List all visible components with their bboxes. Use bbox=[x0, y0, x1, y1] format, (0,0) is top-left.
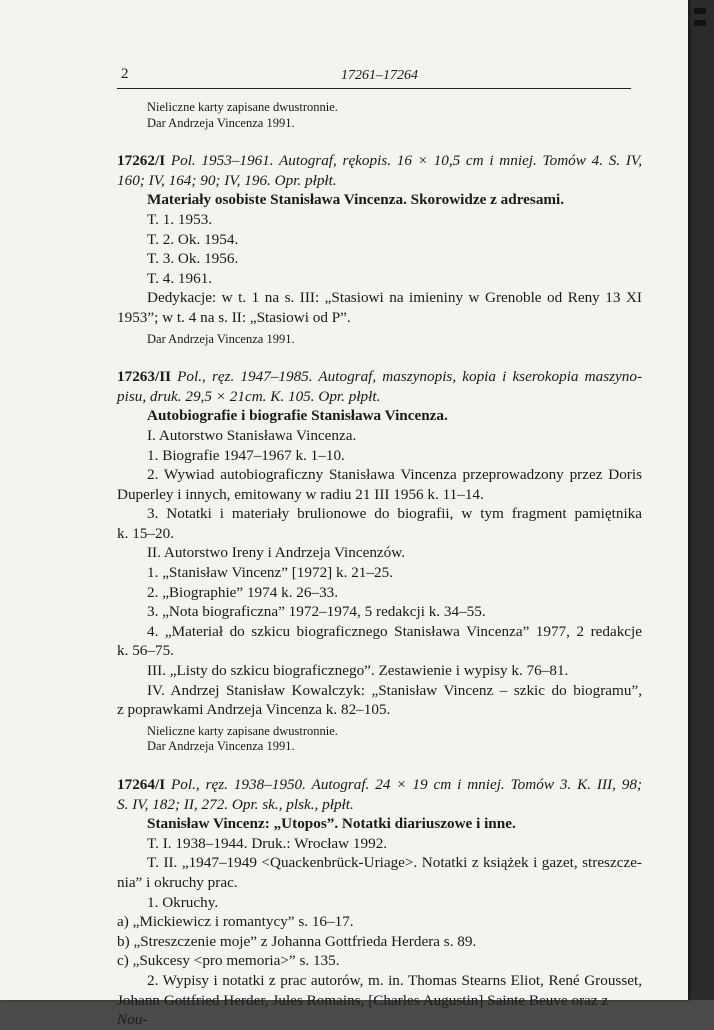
list-item: IV. Andrzej Stanisław Kowalczyk: „Stanisław Vincenz – szkic do biogramu”, bbox=[147, 681, 642, 699]
scanner-edge bbox=[684, 0, 714, 1000]
dedication-line: 1953”; w t. 4 na s. II: „Stasiowi od P”. bbox=[117, 308, 351, 326]
list-item: 1. Biografie 1947–1967 k. 1–10. bbox=[147, 446, 345, 464]
list-item-continuation: k. 56–75. bbox=[117, 642, 174, 660]
list-item: T. I. 1938–1944. Druk.: Wrocław 1992. bbox=[147, 834, 388, 852]
note-line: Nieliczne karty zapisane dwustronnie. bbox=[147, 100, 338, 114]
list-item-continuation: z poprawkami Andrzeja Vincenza k. 82–105. bbox=[117, 701, 391, 719]
list-item: II. Autorstwo Ireny i Andrzeja Vincenzów. bbox=[147, 544, 406, 562]
list-item-continuation: Duperley i innych, emitowany w radiu 21 III 1956 k. 11–14. bbox=[117, 485, 484, 503]
binding-mark bbox=[694, 20, 706, 26]
page-number: 2 bbox=[121, 66, 129, 82]
note-line: Nieliczne karty zapisane dwustronnie. bbox=[147, 723, 338, 738]
list-item: T. II. „1947–1949 <Quackenbrück-Uriage>. Notatki z książek i gazet, streszcze- bbox=[147, 854, 642, 872]
entry-title: Autobiografie i biografie Stanisława Vincenza. bbox=[147, 407, 448, 425]
list-item: T. 3. Ok. 1956. bbox=[147, 250, 239, 268]
entry-description-text: pisu, druk. 29,5 × 21cm. K. 105. Opr. płpłt. bbox=[117, 387, 381, 405]
entry-description: Pol., ręz. 1947–1985. Autograf, maszynopis, kopia i kserokopia maszyno- bbox=[177, 368, 642, 386]
note-line: Dar Andrzeja Vincenza 1991. bbox=[147, 331, 295, 346]
list-item: 4. „Materiał do szkicu biograficznego Stanisława Vincenza” 1977, 2 redakcje bbox=[147, 622, 642, 640]
binding-mark bbox=[694, 8, 706, 14]
list-item: T. 2. Ok. 1954. bbox=[147, 230, 239, 248]
catalog-entry bbox=[117, 367, 642, 755]
sub-list-item: c) „Sukcesy <pro memoria>” s. 135. bbox=[117, 952, 340, 970]
page-content bbox=[117, 100, 642, 1030]
list-item: 1. „Stanisław Vincenz” [1972] k. 21–25. bbox=[147, 564, 393, 582]
list-item-continuation: nia” i okruchy prac. bbox=[117, 873, 238, 891]
list-item: 3. Notatki i materiały brulionowe do biografii, w tym fragment pamiętnika bbox=[147, 505, 642, 523]
entry-description-text: 160; IV, 164; 90; IV, 196. Opr. płpłt. bbox=[117, 171, 337, 189]
page-header bbox=[117, 64, 631, 89]
list-item: I. Autorstwo Stanisława Vincenza. bbox=[147, 426, 357, 444]
catalog-entry bbox=[117, 151, 642, 347]
list-item: T. 4. 1961. bbox=[147, 269, 213, 287]
catalog-entry bbox=[117, 775, 642, 1030]
list-item: 2. Wywiad autobiograficzny Stanisława Vincenza przeprowadzony przez Doris bbox=[147, 466, 642, 484]
list-item: 2. „Biographie” 1974 k. 26–33. bbox=[147, 583, 339, 601]
entry-number: 17262/I bbox=[117, 152, 166, 170]
entry-description: Pol., ręz. 1938–1950. Autograf. 24 × 19 cm i mniej. Tomów 3. K. III, 98; bbox=[171, 776, 643, 793]
note-line: Dar Andrzeja Vincenza 1991. bbox=[147, 115, 295, 130]
entry-number: 17263/II bbox=[117, 368, 172, 386]
entry-number: 17264/I bbox=[117, 776, 166, 793]
entry-description bbox=[117, 387, 642, 407]
page-range: 17261–17264 bbox=[341, 68, 418, 83]
note-line: Dar Andrzeja Vincenza 1991. bbox=[147, 739, 295, 754]
list-item: 3. „Nota biograficzna” 1972–1974, 5 redakcji k. 34–55. bbox=[147, 603, 486, 621]
list-item-continuation bbox=[117, 991, 642, 1030]
list-item: 1. Okruchy. bbox=[147, 893, 219, 911]
entry-description-text: S. IV, 182; II, 272. Opr. sk., plsk., płpłt. bbox=[117, 795, 354, 813]
entry-description bbox=[117, 795, 642, 815]
entry-description bbox=[117, 171, 642, 191]
list-item-continuation-italic: Nou- bbox=[117, 1011, 148, 1029]
list-item-continuation-text: Johann Gottfried Herder, Jules Romains, [Charles Augustin] Sainte Beuve oraz z bbox=[117, 991, 609, 1009]
entry-title: Materiały osobiste Stanisława Vincenza. Skorowidze z adresami. bbox=[147, 191, 565, 209]
list-item: 2. Wypisy i notatki z prac autorów, m. in. Thomas Stearns Eliot, René Grousset, bbox=[147, 971, 642, 989]
sub-list-item: a) „Mickiewicz i romantycy” s. 16–17. bbox=[117, 913, 354, 931]
sub-list-item: b) „Streszczenie moje” z Johanna Gottfrieda Herdera s. 89. bbox=[117, 932, 477, 950]
list-item: T. 1. 1953. bbox=[147, 210, 213, 228]
entry-description: Pol. 1953–1961. Autograf, rękopis. 16 × 10,5 cm i mniej. Tomów 4. S. IV, bbox=[170, 152, 642, 170]
list-item: III. „Listy do szkicu biograficznego”. Zestawienie i wypisy k. 76–81. bbox=[147, 662, 569, 680]
dedication-line: Dedykacje: w t. 1 na s. III: „Stasiowi na imieniny w Grenoble od Reny 13 XI bbox=[147, 289, 642, 307]
entry-title: Stanisław Vincenz: „Utopos”. Notatki diariuszowe i inne. bbox=[147, 815, 516, 833]
list-item-continuation: k. 15–20. bbox=[117, 524, 174, 542]
